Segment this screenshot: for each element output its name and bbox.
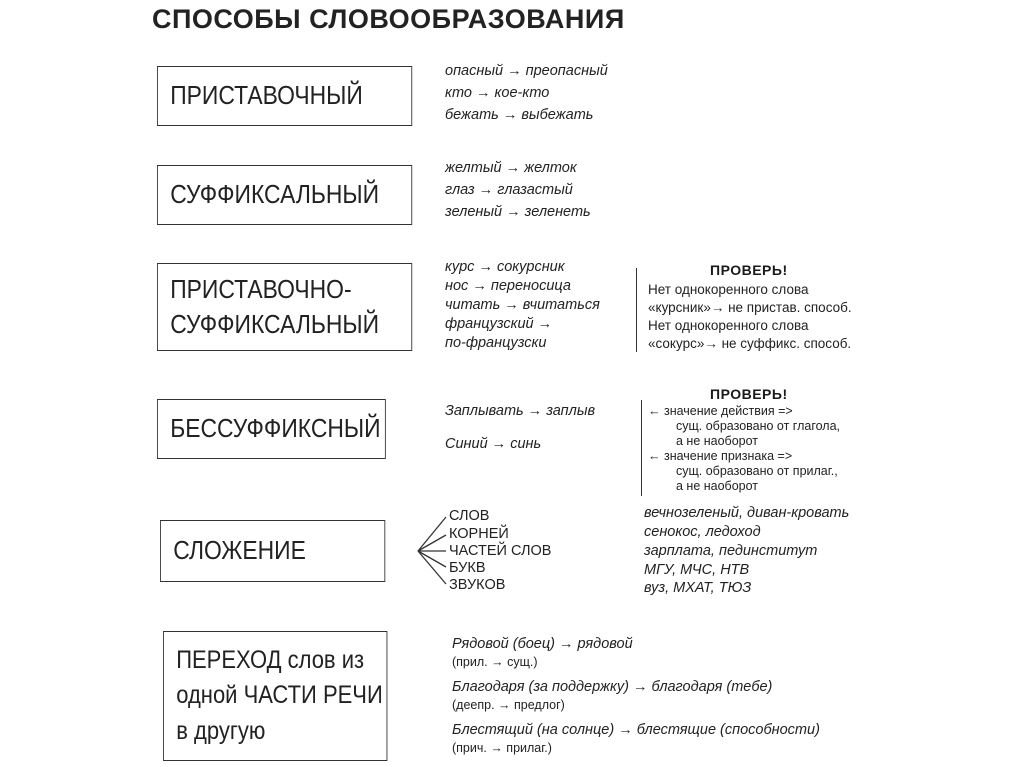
page-title: СПОСОБЫ СЛОВООБРАЗОВАНИЯ: [152, 4, 625, 34]
example-item: вуз, МХАТ, ТЮЗ: [644, 580, 752, 596]
check-note: ← значение действия =>: [648, 404, 793, 418]
example-note: (деепр. → предлог): [452, 698, 565, 712]
example-item: зарплата, пединститут: [644, 543, 818, 559]
example-item: французский →: [445, 316, 553, 332]
check-note: сущ. образовано от глагола,: [676, 419, 841, 433]
compound-kind: БУКВ: [449, 560, 486, 576]
example-item: вечнозеленый, диван-кровать: [644, 505, 850, 521]
example-item: Блестящий (на солнце) → блестящие (способности): [452, 722, 820, 738]
example-item: Синий → синь: [445, 436, 542, 452]
example-item: зеленый → зеленеть: [445, 204, 591, 220]
check-note: Нет однокоренного слова: [648, 282, 809, 297]
example-note: (прил. → сущ.): [452, 655, 538, 669]
method-box-conversion: [163, 631, 387, 761]
check-note: «курсник»→ не пристав. способ.: [648, 300, 852, 315]
check-note: Нет однокоренного слова: [648, 318, 809, 333]
example-item: МГУ, МЧС, НТВ: [644, 562, 750, 578]
check-note: ← значение признака =>: [648, 449, 793, 463]
method-label: ПРИСТАВОЧНЫЙ: [170, 80, 363, 111]
example-item: сенокос, ледоход: [644, 524, 761, 540]
method-label-line2: одной ЧАСТИ РЕЧИ: [176, 681, 383, 710]
example-item: курс → сокурсник: [445, 259, 565, 275]
compound-kind: КОРНЕЙ: [449, 526, 509, 542]
example-item: нос → переносица: [445, 278, 571, 294]
example-item: читать → вчитаться: [445, 297, 600, 313]
check-note: сущ. образовано от прилаг.,: [676, 464, 838, 478]
method-label: СУФФИКСАЛЬНЫЙ: [170, 179, 380, 210]
method-label-line3: в другую: [176, 716, 266, 745]
method-label: БЕССУФФИКСНЫЙ: [170, 413, 381, 444]
example-item: по-французски: [445, 335, 547, 351]
method-label-line1: ПЕРЕХОД слов из: [176, 645, 365, 674]
example-note: (прич. → прилаг.): [452, 741, 552, 755]
check-heading: ПРОВЕРЬ!: [710, 262, 788, 278]
check-note: «сокурс»→ не суффикс. способ.: [648, 336, 852, 351]
example-item: Заплывать → заплыв: [445, 403, 596, 419]
example-item: Рядовой (боец) → рядовой: [452, 636, 633, 652]
check-note: а не наоборот: [676, 479, 759, 493]
example-item: Благодаря (за поддержку) → благодаря (тебе): [452, 679, 773, 695]
method-label-line2: СУФФИКСАЛЬНЫЙ: [170, 309, 380, 339]
check-note: а не наоборот: [676, 434, 759, 448]
compound-kind: СЛОВ: [449, 508, 490, 524]
method-label-line1: ПРИСТАВОЧНО-: [170, 273, 352, 304]
check-heading: ПРОВЕРЬ!: [710, 386, 788, 402]
example-item: опасный → преопасный: [445, 63, 608, 79]
compound-kind: ЧАСТЕЙ СЛОВ: [449, 543, 552, 559]
example-item: желтый → желток: [445, 160, 577, 176]
example-item: бежать → выбежать: [445, 107, 594, 123]
example-item: глаз → глазастый: [445, 182, 573, 198]
method-label: СЛОЖЕНИЕ: [173, 535, 306, 566]
example-item: кто → кое-кто: [445, 85, 550, 101]
compound-kind: ЗВУКОВ: [449, 577, 506, 593]
